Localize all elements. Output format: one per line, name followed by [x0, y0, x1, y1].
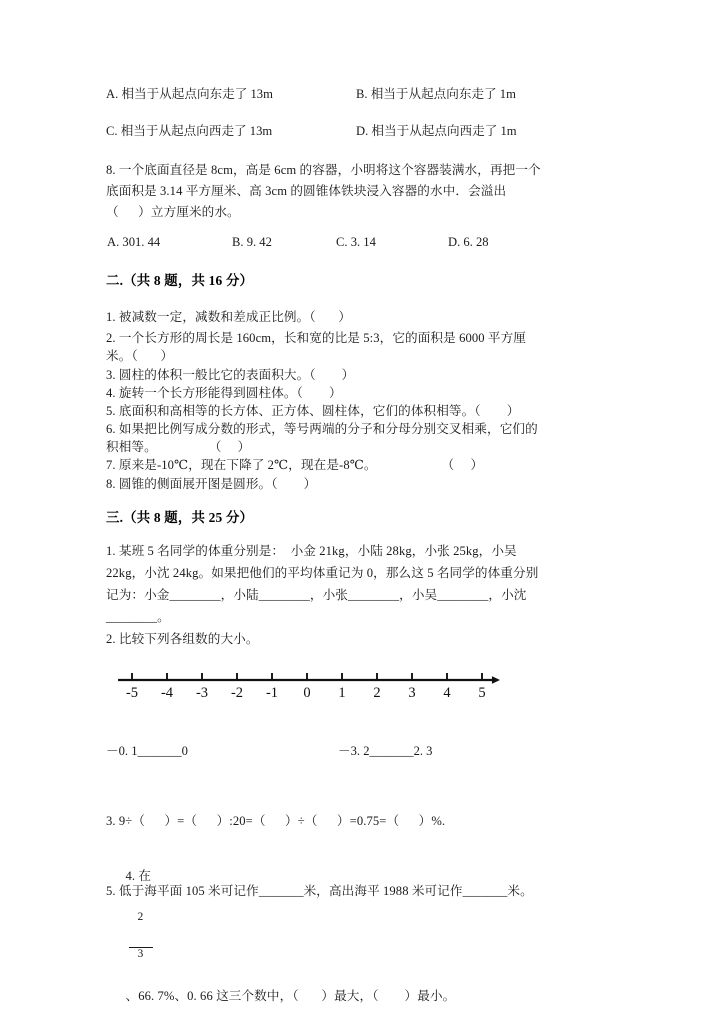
- choice-option-b[interactable]: B. 相当于从起点向东走了 1m: [356, 87, 516, 101]
- number-line-label: -5: [125, 685, 139, 701]
- section3-item-3: 3. 9÷（ ）=（ ）:20=（ ）÷（ ）=0.75=（ ）%.: [106, 814, 446, 828]
- fraction-denominator: 3: [129, 947, 153, 960]
- choice-option-b[interactable]: B. 9. 42: [232, 235, 272, 249]
- number-line-label: 4: [443, 685, 451, 701]
- section2-item-3: 3. 圆柱的体积一般比它的表面积大。（ ）: [106, 368, 355, 382]
- section2-item-8: 8. 圆锥的侧面展开图是圆形。（ ）: [106, 477, 317, 491]
- section2-item-6-cont: 积相等。 （ ）: [106, 440, 251, 454]
- choice-option-a[interactable]: A. 相当于从起点向东走了 13m: [106, 87, 273, 101]
- choice-option-c[interactable]: C. 相当于从起点向西走了 13m: [106, 124, 273, 138]
- number-line-label: 3: [408, 685, 416, 701]
- section3-item-1-line-1: 1. 某班 5 名同学的体重分别是： 小金 21kg，小陆 28kg，小张 25kg，小吴: [106, 544, 517, 558]
- number-line-label: 0: [303, 685, 311, 701]
- number-line-label: -2: [230, 685, 244, 701]
- comparison-blank-1[interactable]: －0. 1_______0: [106, 744, 188, 758]
- number-line-figure: [106, 668, 614, 714]
- fraction-numerator: 2: [137, 909, 144, 923]
- number-line-labels: [126, 685, 486, 701]
- section-2-heading: 二.（共 8 题，共 16 分）: [106, 273, 254, 288]
- number-line-arrow-icon: [492, 676, 500, 684]
- choice-option-a[interactable]: A. 301. 44: [107, 235, 161, 249]
- number-line-label: 5: [478, 685, 486, 701]
- section3-item-2-prompt: 2. 比较下列各组数的大小。: [106, 632, 259, 646]
- question8-line-3: （ ）立方厘米的水。: [106, 205, 240, 219]
- section2-item-4: 4. 旋转一个长方形能得到圆柱体。（ ）: [106, 386, 342, 400]
- section3-item-4-suffix: 、66. 7%、0. 66 这三个数中，（ ）最大，（ ）最小。: [125, 989, 456, 1004]
- section3-item-5: 5. 低于海平面 105 米可记作_______米，高出海平 1988 米可记作_______米。: [106, 884, 533, 898]
- section2-item-5: 5. 底面积和高相等的长方体、正方体、圆柱体，它们的体积相等。（ ）: [106, 404, 520, 418]
- question8-line-2: 底面积是 3.14 平方厘米、高 3cm 的圆锥体铁块浸入容器的水中．会溢出: [106, 184, 507, 198]
- number-line-label: -3: [195, 685, 209, 701]
- section-3-heading: 三.（共 8 题，共 25 分）: [106, 510, 254, 525]
- section2-item-2-cont: 米。（ ）: [106, 349, 174, 363]
- choice-option-d[interactable]: D. 相当于从起点向西走了 1m: [356, 124, 517, 138]
- section3-item-1-line-3: 记为：小金________，小陆________，小张________，小吴________，小沈: [106, 588, 527, 602]
- section2-item-7: 7. 原来是-10℃，现在下降了 2℃，现在是-8℃。 （ ）: [106, 458, 484, 472]
- number-line-label: 1: [338, 685, 346, 701]
- number-line-label: -4: [160, 685, 174, 701]
- comparison-blank-2[interactable]: －3. 2_______2. 3: [338, 744, 433, 758]
- choice-option-c[interactable]: C. 3. 14: [336, 235, 376, 249]
- section2-item-1: 1. 被减数一定，减数和差成正比例。（ ）: [106, 310, 352, 324]
- section3-item-4: [106, 845, 455, 1028]
- number-line-label: 2: [373, 685, 381, 701]
- question8-line-1: 8. 一个底面直径是 8cm，高是 6cm 的容器，小明将这个容器装满水，再把一个: [106, 163, 541, 177]
- choice-option-d[interactable]: D. 6. 28: [448, 235, 489, 249]
- section3-item-1-line-2: 22kg，小沈 24kg。如果把他们的平均体重记为 0，那么这 5 名同学的体重分别: [106, 566, 539, 580]
- section3-item-1-line-4: ________。: [106, 610, 170, 624]
- section2-item-6: 6. 如果把比例写成分数的形式，等号两端的分子和分母分别交叉相乘，它们的: [106, 422, 538, 436]
- section2-item-2: 2. 一个长方形的周长是 160cm，长和宽的比是 5:3，它的面积是 6000 平方厘: [106, 331, 526, 345]
- number-line-label: -1: [265, 685, 279, 701]
- number-line-svg: [106, 668, 614, 714]
- section3-item-4-prefix: 4. 在: [125, 869, 152, 883]
